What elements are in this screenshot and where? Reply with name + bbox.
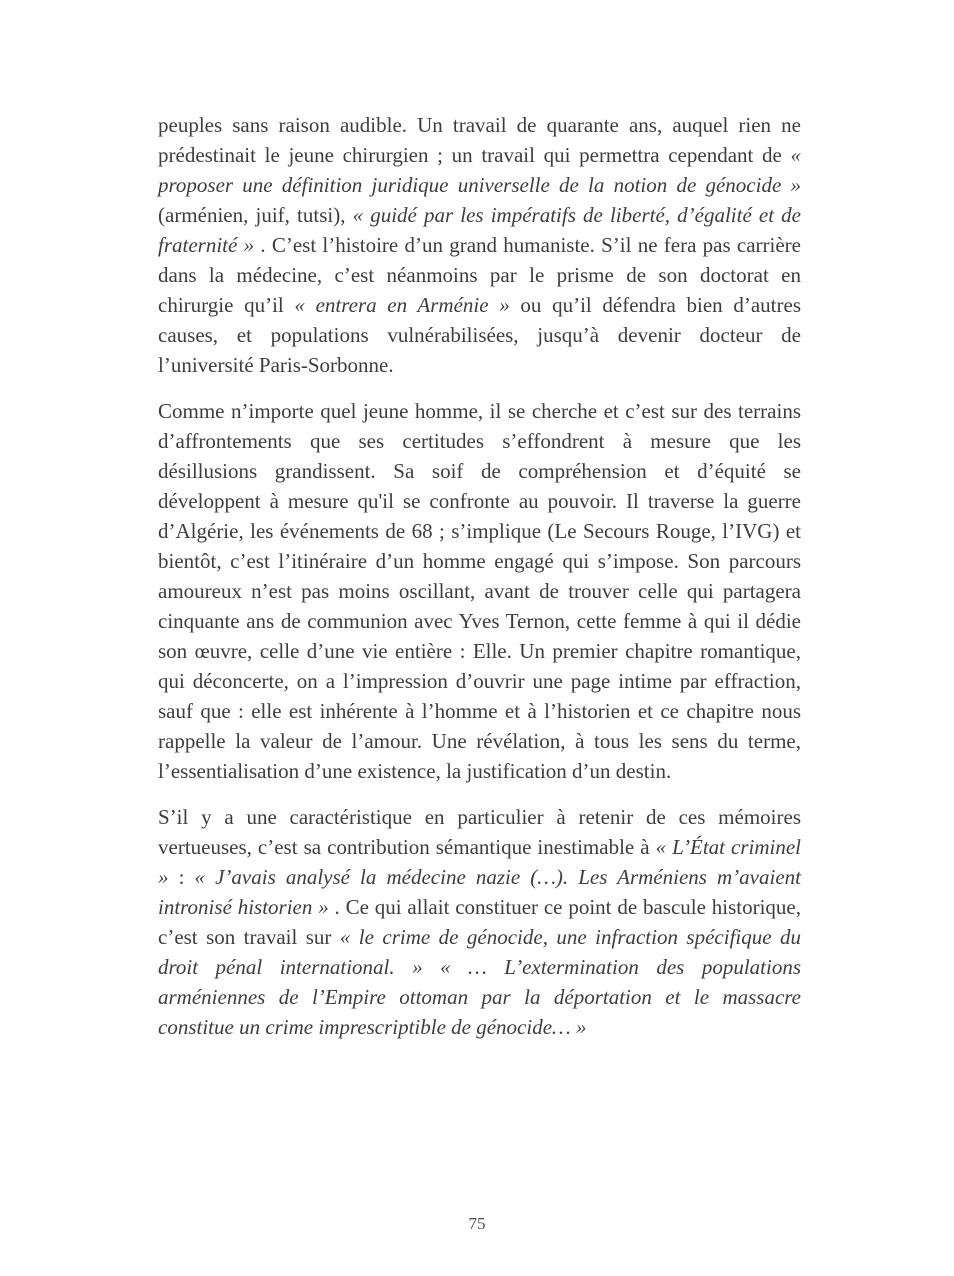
text-run: Comme n’importe quel jeune homme, il se cherche et c’est sur des terrains d’affrontements que ses certitudes s’effondrent à mesure que les désillusions grandissent. Sa soif de compréhension et d’équité se développent à mesure qu'il se confronte au pouvoir. Il traverse la guerre d’Algérie, les événements de 68 ; s’implique (Le Secours Rouge, l’IVG) et bientôt, c’est l’itinéraire d’un homme engagé qui s’impose. Son parcours amoureux n’est pas moins oscillant, avant de trouver celle qui partagera cinquante ans de communion avec Yves Ternon, cette femme à qui il dédie son œuvre, celle d’une vie entière : Elle. Un premier chapitre romantique, qui déconcerte, on a l’impression d’ouvrir une page intime par effraction, sauf que : elle est inhérente à l’homme et à l’historien et ce chapitre nous rappelle la valeur de l’amour. Une révélation, à tous les sens du terme, l’essentialisation d’une existence, la justification d’un destin. — [158, 399, 801, 783]
paragraph — [158, 396, 801, 786]
paragraph — [158, 802, 801, 1042]
quote-text-run: « L’État criminel » — [158, 835, 802, 889]
quote-text-run: « proposer une définition juridique universelle de la notion de génocide » — [158, 143, 801, 197]
text-run: . Ce qui allait constituer ce point de bascule historique, c’est son travail sur — [158, 895, 802, 949]
page-number: 75 — [468, 1214, 486, 1233]
text-run: peuples sans raison audible. Un travail de quarante ans, auquel rien ne prédestinait le jeune chirurgien ; un travail qui permettra cependant de — [158, 113, 801, 167]
text-run: (arménien, juif, tutsi), — [158, 203, 353, 227]
paragraph — [158, 110, 801, 380]
text-run: S’il y a une caractéristique en particulier à retenir de ces mémoires vertueuses, c’est sa contribution sémantique inestimable à — [158, 805, 801, 859]
quote-text-run: « guidé par les impératifs de liberté, d’égalité et de fraternité » — [158, 203, 802, 257]
page-body — [158, 110, 801, 1042]
quote-text-run: « le crime de génocide, une infraction spécifique du droit pénal international. » « … L’extermination des populations arméniennes de l’Empire ottoman par la déportation et le massacre constitue un crime imprescriptible de génocide… » — [158, 925, 801, 1039]
quote-text-run: « J’avais analysé la médecine nazie (…). Les Arméniens m’avaient intronisé historien » — [158, 865, 801, 919]
quote-text-run: « entrera en Arménie » — [294, 293, 510, 317]
text-run: ou qu’il défendra bien d’autres causes, et populations vulnérabilisées, jusqu’à devenir docteur de l’université Paris-Sorbonne. — [158, 293, 801, 377]
text-run: . C’est l’histoire d’un grand humaniste. S’il ne fera pas carrière dans la médecine, c’est néanmoins par le prisme de son doctorat en chirurgie qu’il — [158, 233, 801, 317]
text-run: : — [168, 865, 195, 889]
